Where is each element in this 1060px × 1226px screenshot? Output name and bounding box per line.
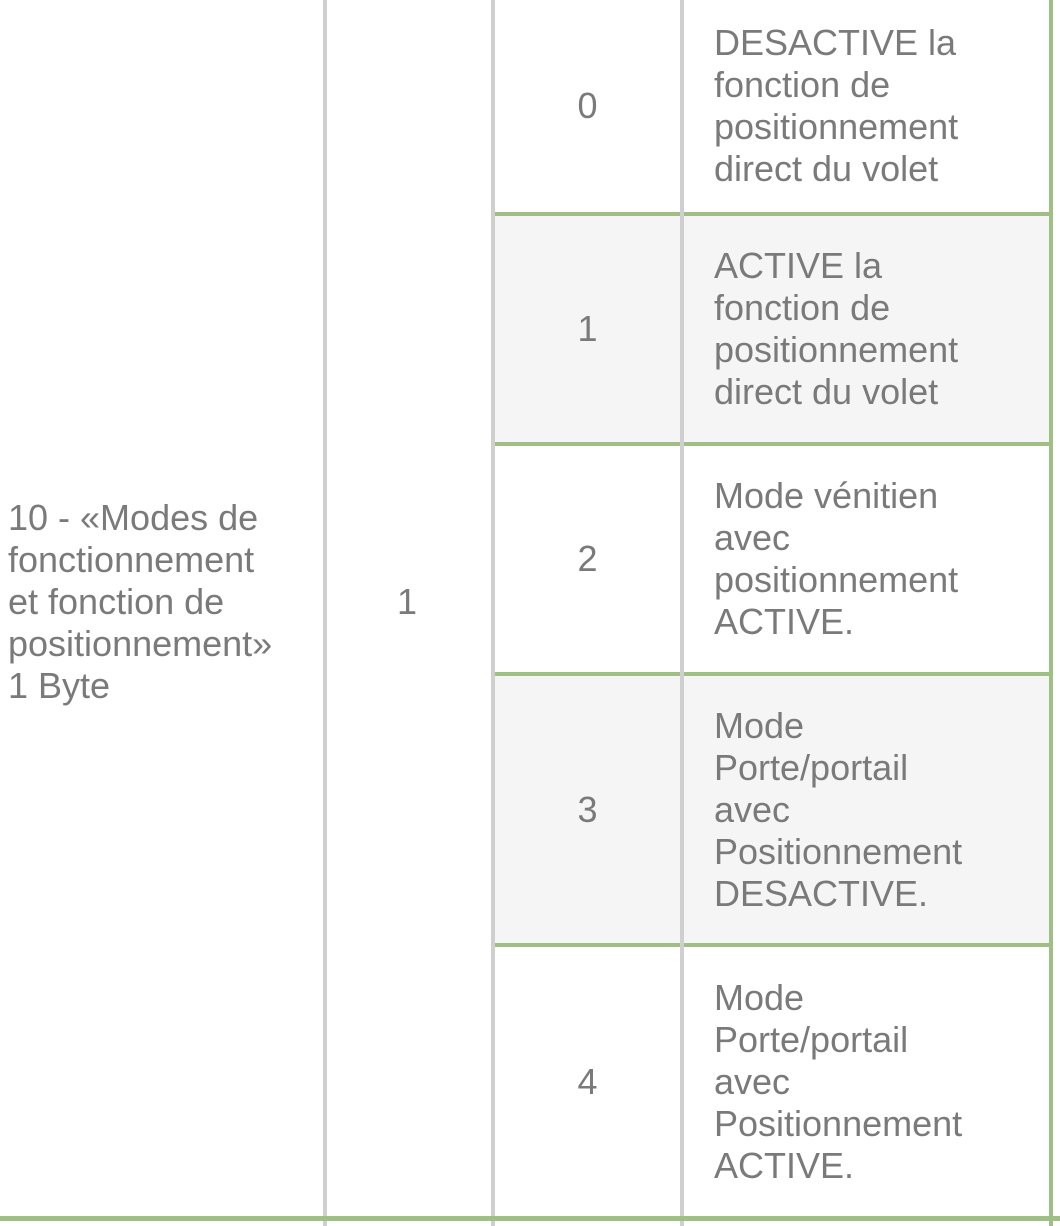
option-description: Mode vénitien avec positionnement ACTIVE. bbox=[714, 475, 959, 642]
option-row bbox=[495, 947, 1049, 1216]
option-description: DESACTIVE la fonction de positionnement direct du volet bbox=[714, 22, 959, 189]
table-right-border bbox=[1049, 0, 1053, 1226]
option-value: 2 bbox=[577, 538, 598, 579]
parameter-name: 10 - «Modes de fonctionnement et fonction de positionnement» 1 Byte bbox=[8, 497, 273, 706]
option-description: ACTIVE la fonction de positionnement direct du volet bbox=[714, 245, 959, 412]
option-value: 4 bbox=[577, 1060, 598, 1102]
option-value: 3 bbox=[577, 788, 598, 830]
column-divider bbox=[491, 0, 495, 1226]
option-row bbox=[495, 216, 1049, 442]
option-row bbox=[495, 0, 1049, 212]
option-value: 1 bbox=[577, 308, 598, 349]
option-value: 0 bbox=[577, 85, 598, 126]
parameter-size-cell bbox=[327, 0, 491, 1216]
option-description: Mode Porte/portail avec Positionnement ACTIVE. bbox=[714, 976, 963, 1186]
parameter-size: 1 bbox=[396, 581, 418, 622]
table-bottom-border bbox=[0, 1216, 1060, 1221]
parameter-name-cell bbox=[0, 0, 323, 1216]
column-divider bbox=[680, 0, 684, 1226]
option-description: Mode Porte/portail avec Positionnement DESACTIVE. bbox=[714, 704, 963, 914]
column-divider bbox=[323, 0, 327, 1226]
option-row bbox=[495, 676, 1049, 943]
option-row bbox=[495, 446, 1049, 672]
options-subtable bbox=[495, 0, 1049, 1216]
